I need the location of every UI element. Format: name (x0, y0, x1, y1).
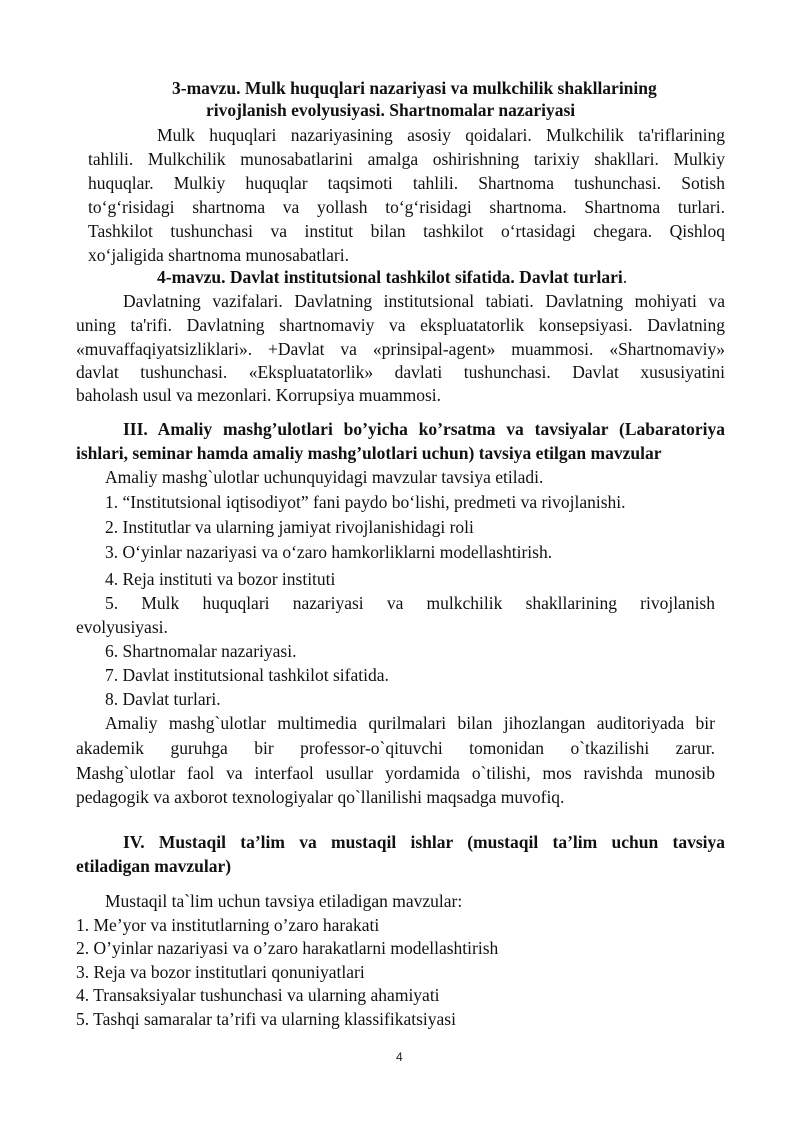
section3-item-6: 6. Shartnomalar nazariyasi. (105, 641, 297, 661)
section3-item-4: 4. Reja instituti va bozor instituti (105, 569, 336, 589)
section4-item-1: 1. Me’yor va institutlarning o’zaro harakati (76, 915, 380, 935)
topic4-heading-text: 4-mavzu. Davlat institutsional tashkilot sifatida. Davlat turlari (157, 267, 623, 287)
section4-item-3: 3. Reja va bozor institutlari qonuniyatlari (76, 962, 365, 982)
section4-item-4: 4. Transaksiyalar tushunchasi va ularning ahamiyati (76, 985, 440, 1005)
topic4-body-line2: uning ta'rifi. Davlatning shartnomaviy va ekspluatatorlik konsepsiyasi. Davlatning (76, 315, 725, 335)
section4-item-5: 5. Tashqi samaralar ta’rifi va ularning klassifikatsiyasi (76, 1009, 456, 1029)
section3-item-5: 5. Mulk huquqlari nazariyasi va mulkchilik shakllarining rivojlanish (105, 593, 715, 613)
topic3-heading-line2: rivojlanish evolyusiyasi. Shartnomalar nazariyasi (206, 100, 576, 120)
topic3-body-line3: huquqlar. Mulkiy huquqlar taqsimoti tahlili. Shartnoma tushunchasi. Sotish (88, 173, 725, 193)
topic4-heading (157, 266, 627, 288)
topic4-body-line5: baholash usul va mezonlari. Korrupsiya muammosi. (76, 385, 441, 405)
section3-item-3: 3. O‘yinlar nazariyasi va o‘zaro hamkorliklarni modellashtirish. (105, 542, 553, 562)
section3-closing-line4: pedagogik va axborot texnologiyalar qo`llanilishi maqsadga muvofiq. (76, 787, 565, 807)
section3-item-7: 7. Davlat institutsional tashkilot sifatida. (105, 665, 389, 685)
section3-item-8: 8. Davlat turlari. (105, 689, 221, 709)
topic3-body-line1: Mulk huquqlari nazariyasining asosiy qoidalari. Mulkchilik ta'riflarining (157, 125, 725, 145)
section3-heading-line2: ishlari, seminar hamda amaliy mashg’ulotlari uchun) tavsiya etilgan mavzular (76, 443, 662, 463)
section4-intro: Mustaqil ta`lim uchun tavsiya etiladigan mavzular: (105, 891, 463, 911)
section4-heading-line1: IV. Mustaqil ta’lim va mustaqil ishlar (mustaqil ta’lim uchun tavsiya (123, 832, 725, 852)
section3-item-5-cont: evolyusiyasi. (76, 617, 168, 637)
topic4-heading-end: . (622, 267, 628, 287)
section3-closing-line1: Amaliy mashg`ulotlar multimedia qurilmalari bilan jihozlangan auditoriyada bir (105, 713, 715, 733)
page-number: 4 (396, 1050, 403, 1064)
topic4-body-line1: Davlatning vazifalari. Davlatning institutsional tabiati. Davlatning mohiyati va (123, 291, 725, 311)
topic3-body-line2: tahlili. Mulkchilik munosabatlarini amalga oshirishning tarixiy shakllari. Mulkiy (88, 149, 725, 169)
topic3-body-line5: Tashkilot tushunchasi va institut bilan tashkilot o‘rtasidagi chegara. Qishloq (88, 221, 725, 241)
section3-closing-line2: akademik guruhga bir professor-o`qituvchi tomonidan o`tkazilishi zarur. (76, 738, 715, 758)
section3-item-2: 2. Institutlar va ularning jamiyat rivojlanishidagi roli (105, 517, 474, 537)
topic4-body-line4: davlat tushunchasi. «Ekspluatatorlik» davlati tushunchasi. Davlat xususiyatini (76, 362, 725, 382)
topic3-body-line6: xo‘jaligida shartnoma munosabatlari. (88, 245, 349, 265)
topic3-body-line4: to‘g‘risidagi shartnoma va yollash to‘g‘risidagi shartnoma. Shartnoma turlari. (88, 197, 725, 217)
section3-item-1: 1. “Institutsional iqtisodiyot” fani paydo bo‘lishi, predmeti va rivojlanishi. (105, 492, 626, 512)
section3-intro: Amaliy mashg`ulotlar uchunquyidagi mavzular tavsiya etiladi. (105, 467, 544, 487)
section4-item-2: 2. O’yinlar nazariyasi va o’zaro harakatlarni modellashtirish (76, 938, 499, 958)
section3-closing-line3: Mashg`ulotlar faol va interfaol usullar yordamida o`tilishi, mos ravishda munosib (76, 763, 715, 783)
section3-heading-line1: III. Amaliy mashg’ulotlari bo’yicha ko’rsatma va tavsiyalar (Labaratoriya (123, 419, 725, 439)
section4-heading-line2: etiladigan mavzular) (76, 856, 232, 876)
topic4-body-line3: «muvaffaqiyatsizliklari». +Davlat va «prinsipal-agent» muammosi. «Shartnomaviy» (76, 339, 725, 359)
topic3-heading-line1: 3-mavzu. Mulk huquqlari nazariyasi va mulkchilik shakllarining (172, 78, 657, 98)
